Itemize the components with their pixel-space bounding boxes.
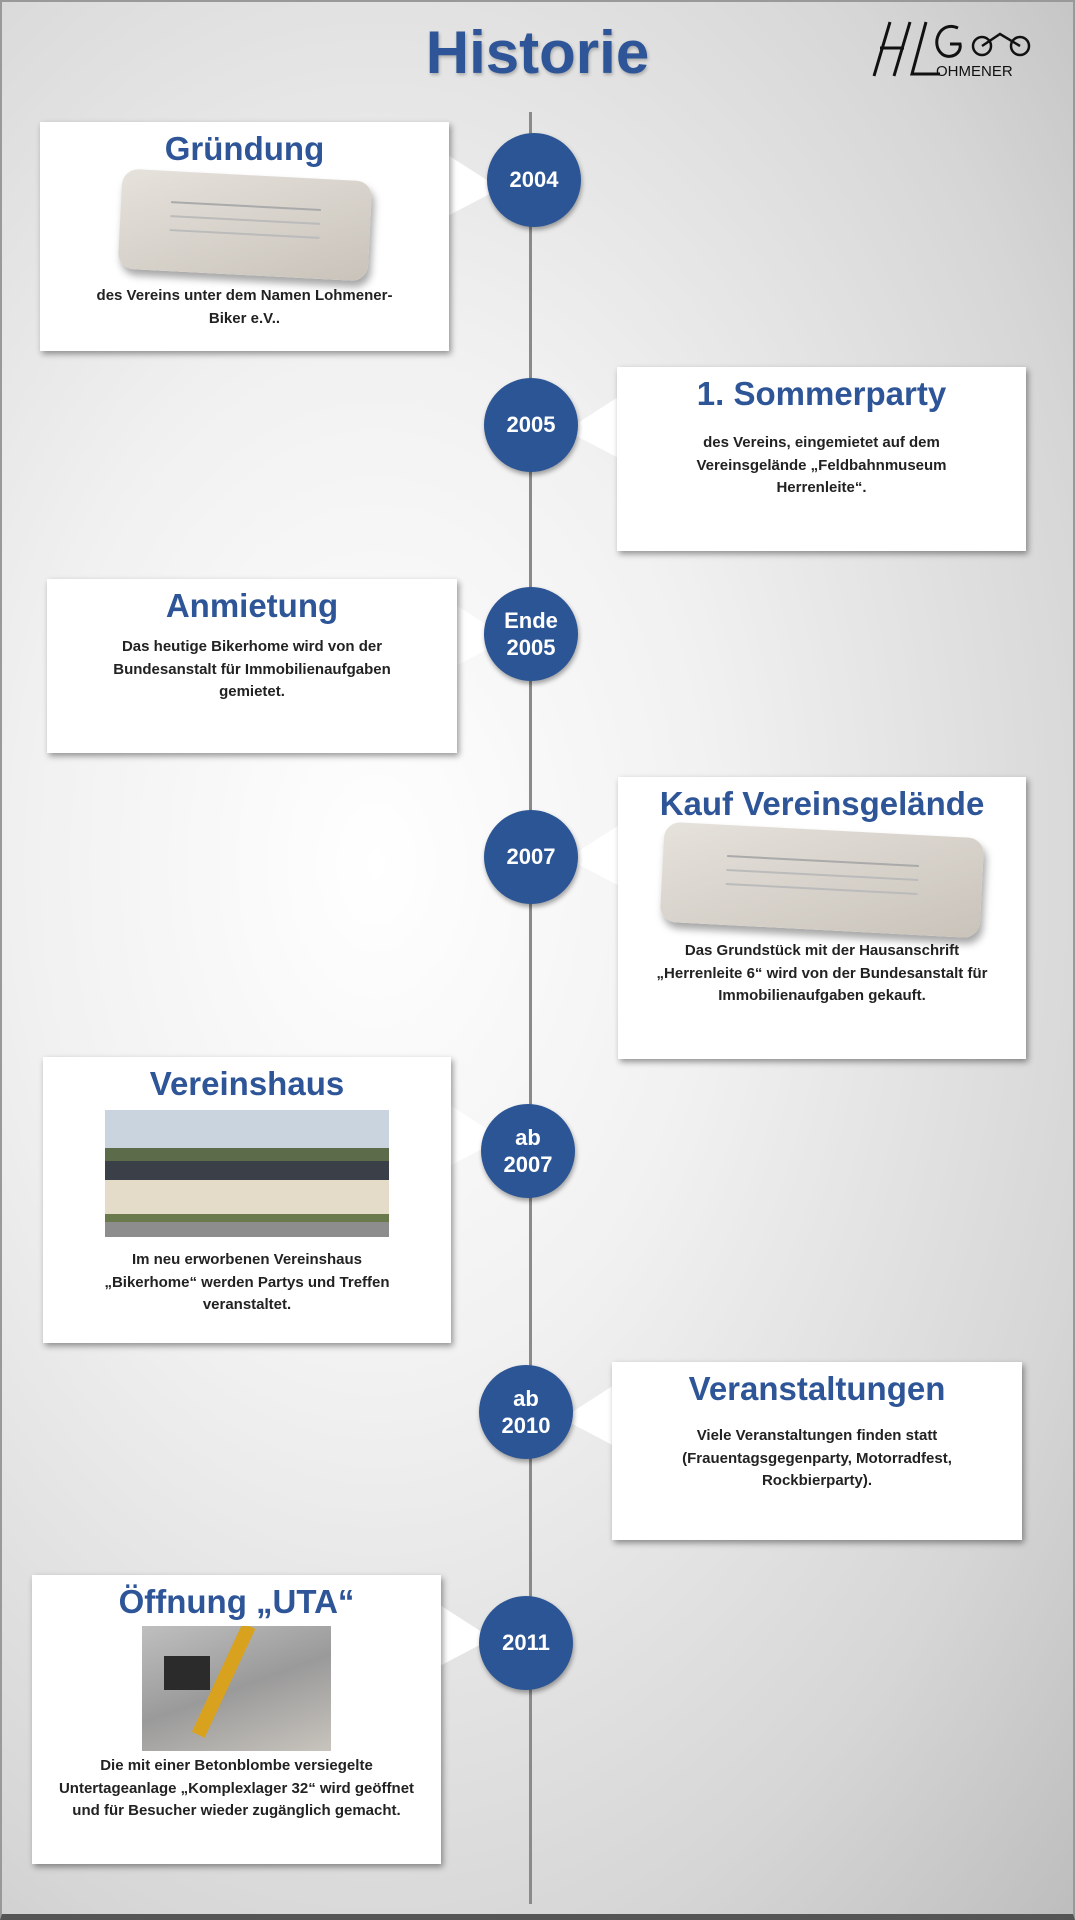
event-heading: Kauf Vereinsgelände [659,785,985,822]
event-heading: 1. Sommerparty [696,375,947,412]
event-card-veranstaltungen [612,1362,1022,1540]
year-circle-2011: 2011 [479,1596,573,1690]
clubhouse-photo [105,1110,389,1237]
event-text: Das heutige Bikerhome wird von der Bundesanstalt für Immobilienaufgaben gemietet. [113,638,391,701]
event-card-kauf-vereinsgelaende [618,777,1026,1059]
event-text: Im neu erworbenen Vereinshaus „Bikerhome“ werden Partys und Treffen veranstaltet. [104,1251,390,1314]
event-heading: Gründung [164,130,325,167]
certificate-image [117,169,372,282]
page-title: Historie [425,19,650,86]
event-card-sommerparty [617,367,1026,551]
deed-image [660,822,985,939]
event-text: des Vereins unter dem Namen Lohmener-Biker e.V.. [96,287,393,327]
year-circle-ab-2007: ab 2007 [481,1104,575,1198]
club-logo [870,14,1042,84]
year-circle-2007: 2007 [484,810,578,904]
event-text: Viele Veranstaltungen finden statt (Frauentagsgegenparty, Motorradfest, Rockbierparty). [682,1427,952,1490]
event-heading: Veranstaltungen [688,1370,946,1407]
event-card-oeffnung-uta [32,1575,441,1864]
event-text: Das Grundstück mit der Hausanschrift „Herrenleite 6“ wird von der Bundesanstalt für Immobilienaufgaben gekauft. [656,942,988,1005]
year-circle-2004: 2004 [487,133,581,227]
event-heading: Öffnung „UTA“ [118,1583,355,1620]
year-circle-ende-2005: Ende 2005 [484,587,578,681]
event-heading: Anmietung [165,587,339,624]
event-card-gruendung [40,122,449,351]
event-card-vereinshaus [43,1057,451,1343]
event-heading: Vereinshaus [149,1065,345,1102]
bunker-opening-photo [142,1626,331,1751]
event-text: Die mit einer Betonblombe versiegelte Untertageanlage „Komplexlager 32“ wird geöffnet und für Besucher wieder zugänglich gemacht. [58,1757,415,1820]
svg-text:OHMENER: OHMENER [936,63,1013,80]
event-card-anmietung [47,579,457,753]
event-text: des Vereins, eingemietet auf dem Vereinsgelände „Feldbahnmuseum Herrenleite“. [696,434,947,497]
year-circle-ab-2010: ab 2010 [479,1365,573,1459]
year-circle-2005: 2005 [484,378,578,472]
